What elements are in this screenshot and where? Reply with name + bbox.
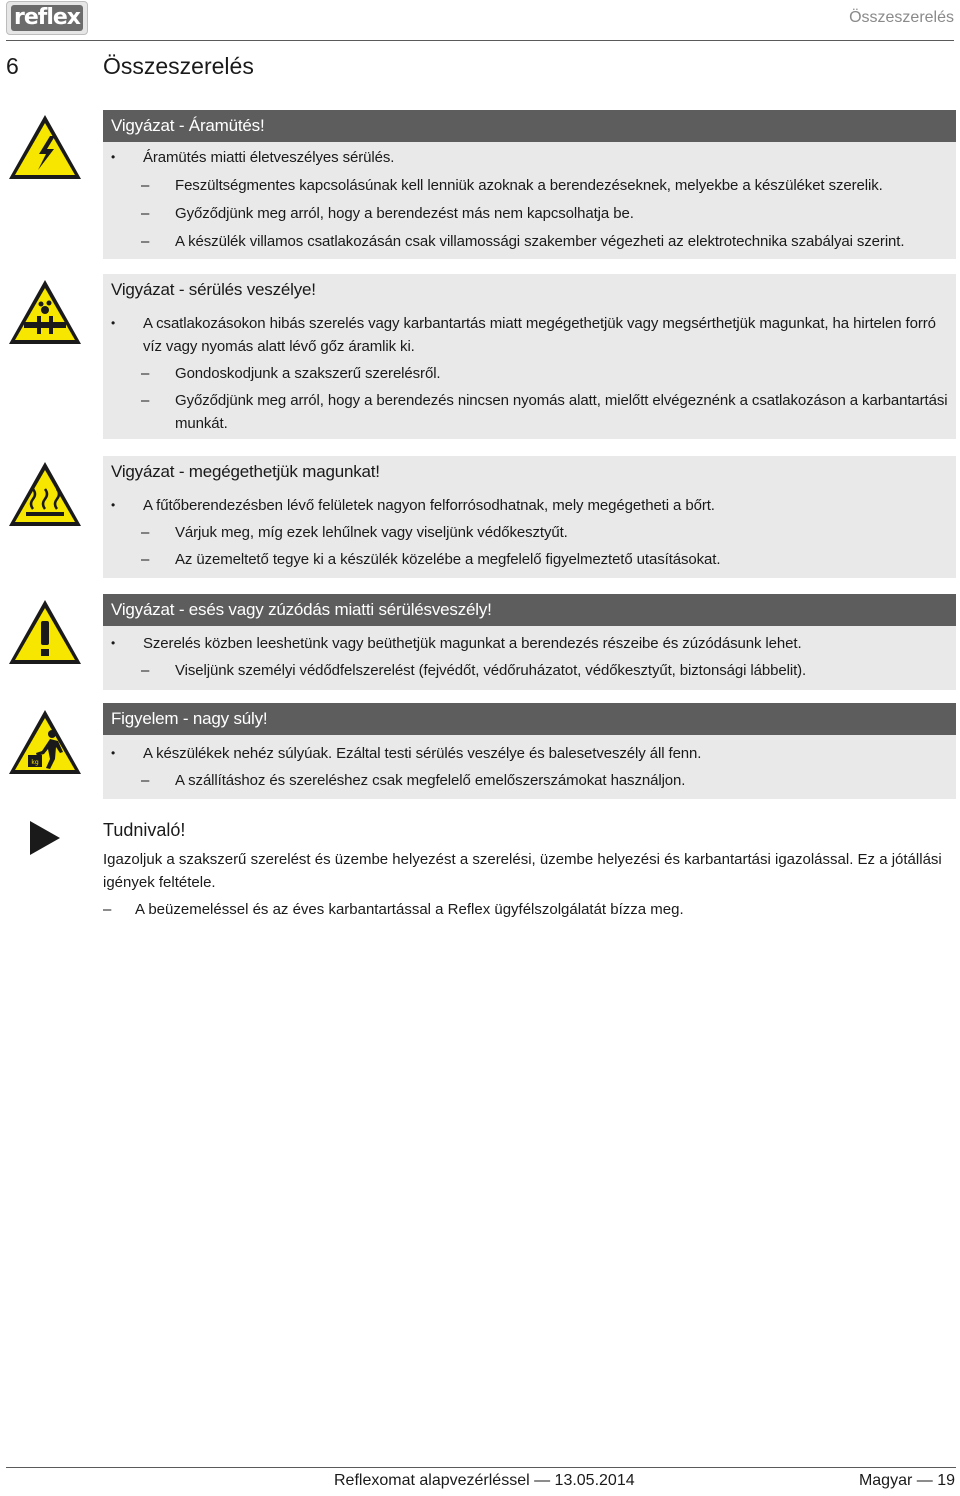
- warning-title: Vigyázat - Áramütés!: [103, 110, 956, 142]
- running-header: Összeszerelés: [849, 9, 954, 26]
- warning-heavy-weight: [103, 703, 956, 799]
- warning-bullet: • A készülékek nehéz súlyúak. Ezáltal testi sérülés veszélye és balesetveszély áll fenn.: [103, 742, 956, 765]
- warning-dash-item: – Győződjünk meg arról, hogy a berendezést más nem kapcsolhatja be.: [103, 202, 956, 225]
- section-title: Összeszerelés: [103, 53, 254, 79]
- warning-dash-item: – Gondoskodjunk a szakszerű szerelésről.: [103, 362, 956, 385]
- pressure-steam-warning-icon: [6, 277, 84, 347]
- footer-document: Reflexomat alapvezérléssel — 13.05.2014: [334, 1472, 635, 1489]
- warning-injury: [103, 274, 956, 439]
- reflex-logo: [6, 1, 88, 35]
- warning-dash-item: – A készülék villamos csatlakozásán csak villamossági szakember végezheti az elektrotechnika szabályai szerint.: [103, 230, 956, 253]
- section-heading: [6, 53, 254, 80]
- header-divider: [6, 40, 954, 41]
- warning-title: Figyelem - nagy súly!: [103, 703, 956, 735]
- note-arrow-icon: [30, 821, 60, 855]
- general-warning-icon: [6, 597, 84, 667]
- warning-bullet: • A csatlakozásokon hibás szerelés vagy karbantartás miatt megégethetjük vagy megsérthetjük magunkat, ha hirtelen forró víz vagy nyomás alatt lévő gőz áramlik ki.: [103, 312, 956, 358]
- electric-shock-warning-icon: [6, 112, 84, 182]
- warning-dash-item: – Győződjünk meg arról, hogy a berendezés nincsen nyomás alatt, mielőtt elvégeznénk a csatlakozáson a karbantartási munkát.: [103, 389, 956, 435]
- warning-title: Vigyázat - sérülés veszélye!: [111, 280, 316, 299]
- warning-dash-item: – Feszültségmentes kapcsolásúnak kell lenniük azoknak a berendezéseknek, melyekbe a készüléket szerelik.: [103, 174, 956, 197]
- warning-bullet: • A fűtőberendezésben lévő felületek nagyon felforrósodhatnak, mely megégetheti a bőrt.: [103, 494, 956, 517]
- warning-bullet: • Áramütés miatti életveszélyes sérülés.: [103, 146, 956, 169]
- warning-bullet: • Szerelés közben leeshetünk vagy beüthetjük magunkat a berendezés részeibe és zúzódásunk lehet.: [103, 632, 956, 655]
- logo-text: reflex: [11, 5, 83, 31]
- kg-label: kg: [31, 759, 39, 766]
- warning-burn: [103, 456, 956, 578]
- warning-dash-item: – Várjuk meg, míg ezek lehűlnek vagy viseljünk védőkesztyűt.: [103, 521, 956, 544]
- warning-dash-item: – Az üzemeltető tegye ki a készülék közelébe a megfelelő figyelmeztető utasításokat.: [103, 548, 956, 571]
- warning-title: Vigyázat - megégethetjük magunkat!: [111, 462, 380, 481]
- footer-page: Magyar — 19: [858, 1472, 955, 1489]
- warning-electric-shock: [103, 110, 956, 259]
- warning-title: Vigyázat - esés vagy zúzódás miatti sérülésveszély!: [103, 594, 956, 626]
- note-dash-item: – A beüzemeléssel és az éves karbantartással a Reflex ügyfélszolgálatát bízza meg.: [103, 898, 953, 921]
- note-text: Igazoljuk a szakszerű szerelést és üzembe helyezést a szerelési, üzembe helyezési és karbantartási igazolással. Ez a jótállási igények feltétele.: [103, 851, 942, 891]
- hot-surface-warning-icon: [6, 459, 84, 529]
- section-number: 6: [6, 53, 19, 79]
- note-title: Tudnivaló!: [103, 820, 186, 840]
- warning-dash-item: – A szállításhoz és szereléshez csak megfelelő emelőszerszámokat használjon.: [103, 769, 956, 792]
- warning-fall: [103, 594, 956, 690]
- heavy-load-warning-icon: [6, 707, 84, 777]
- warning-dash-item: – Viseljünk személyi védődfelszerelést (fejvédőt, védőruházatot, védőkesztyűt, biztonsági lábbelit).: [103, 659, 956, 682]
- footer-divider: [6, 1467, 956, 1468]
